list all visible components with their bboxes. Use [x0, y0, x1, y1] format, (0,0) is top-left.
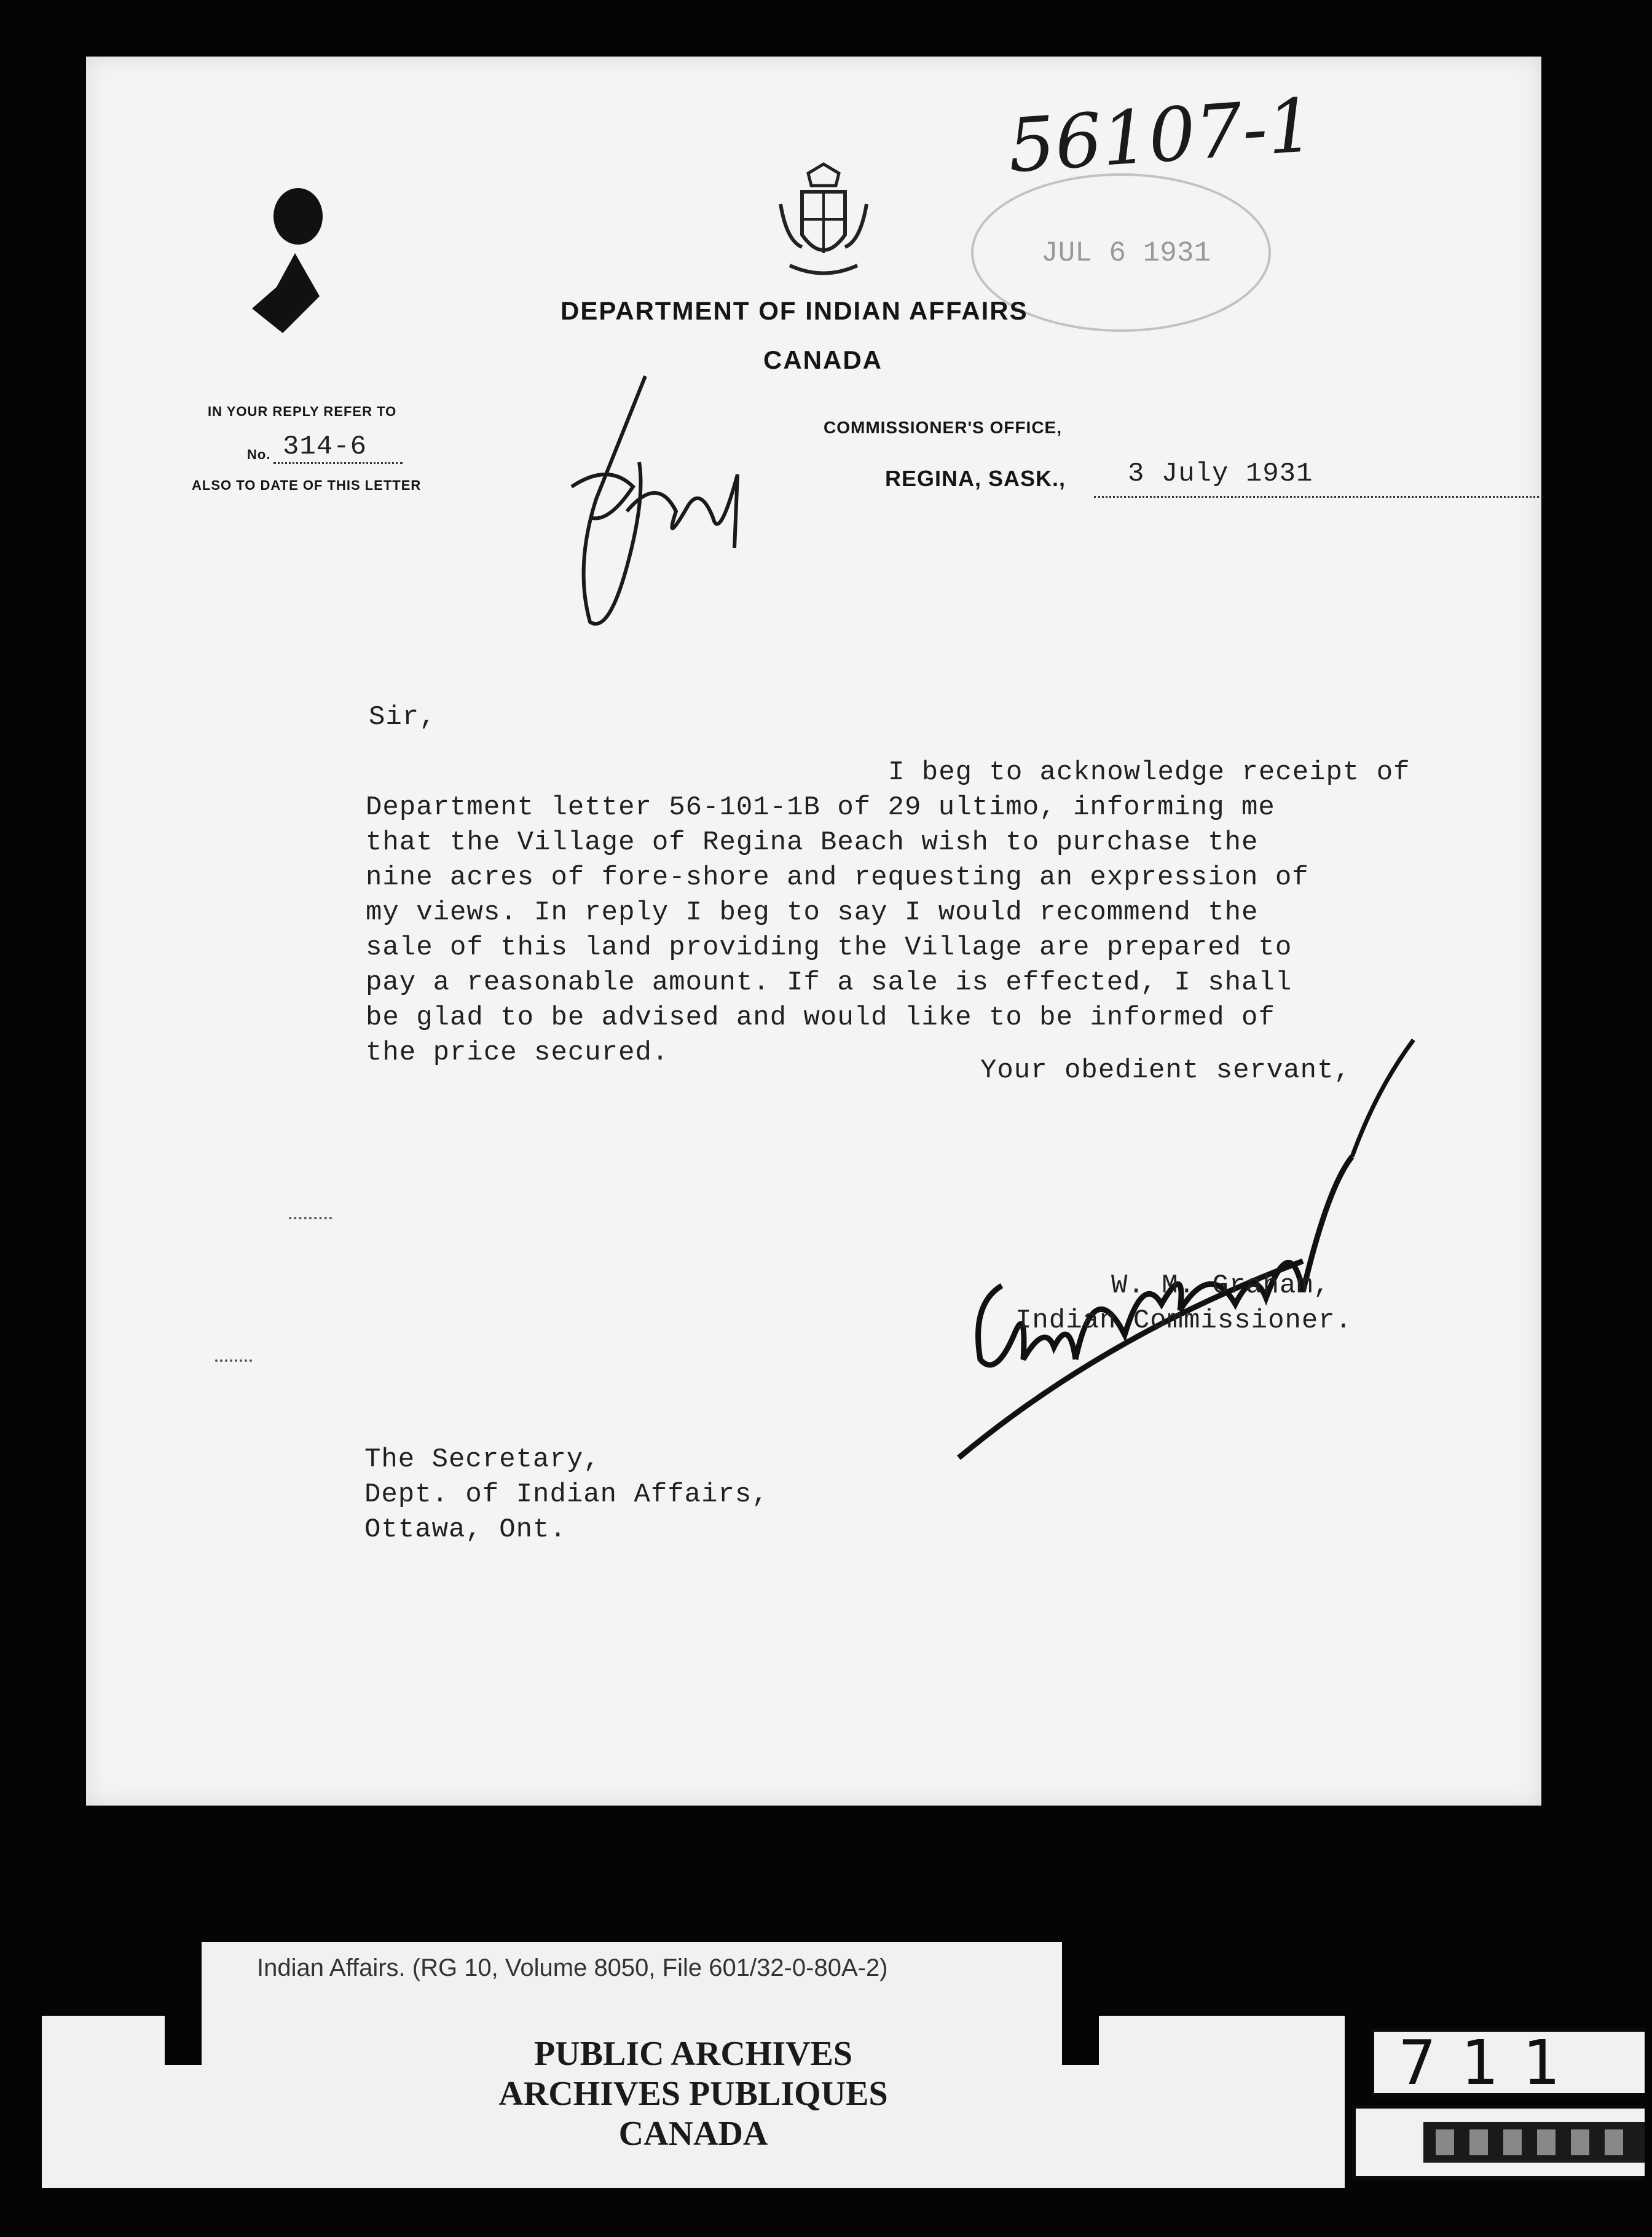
- body-line: nine acres of fore-shore and requesting an expression of: [366, 862, 1309, 893]
- date-underline: [1094, 496, 1543, 498]
- signatory-title: Indian Commissioner.: [1015, 1305, 1353, 1336]
- archive-label: [42, 1942, 1345, 2188]
- signature-icon: [922, 1015, 1475, 1495]
- reference-line-3: ALSO TO DATE OF THIS LETTER: [192, 478, 422, 493]
- ink-blot-icon: [240, 179, 332, 339]
- archive-title-3: CANADA: [618, 2115, 768, 2153]
- recipient-line: The Secretary,: [364, 1444, 600, 1475]
- country-heading: CANADA: [763, 345, 883, 374]
- frame-bar-box: [1352, 2105, 1645, 2180]
- signatory-name: W. M. Graham,: [1111, 1270, 1331, 1301]
- archive-title-2: ARCHIVES PUBLIQUES: [498, 2075, 888, 2113]
- speck: [289, 1217, 332, 1222]
- place-text: REGINA, SASK.,: [885, 466, 1066, 491]
- label-notch-left: [42, 1942, 177, 2016]
- body-line: my views. In reply I beg to say I would recommend the: [366, 897, 1259, 928]
- office-heading: COMMISSIONER'S OFFICE,: [824, 418, 1063, 437]
- speck: [215, 1359, 252, 1364]
- salutation: Sir,: [369, 702, 436, 733]
- reference-number: 314-6: [283, 431, 368, 462]
- recipient-line: Dept. of Indian Affairs,: [364, 1479, 769, 1510]
- closing: Your obedient servant,: [980, 1055, 1351, 1086]
- body-line: pay a reasonable amount. If a sale is effected, I shall: [366, 967, 1292, 998]
- frame-number-box: [1371, 2028, 1645, 2097]
- archive-title-1: PUBLIC ARCHIVES: [533, 2035, 853, 2073]
- reference-number-prefix: No.: [247, 447, 271, 462]
- received-stamp-date: JUL 6 1931: [1041, 237, 1211, 269]
- frame-bar-icon: [1423, 2122, 1645, 2163]
- body-line: sale of this land providing the Village are prepared to: [366, 932, 1292, 963]
- handwritten-file-number: 56107-1: [1005, 82, 1317, 190]
- body-line: be glad to be advised and would like to be informed of: [366, 1002, 1275, 1033]
- archive-citation: Indian Affairs. (RG 10, Volume 8050, File 601/32-0-80A-2): [257, 1954, 888, 1981]
- body-line: that the Village of Regina Beach wish to purchase the: [366, 827, 1259, 858]
- frame-number: 711: [1399, 2027, 1584, 2099]
- recipient-line: Ottawa, Ont.: [364, 1514, 567, 1545]
- letter-date: 3 July 1931: [1128, 458, 1313, 489]
- handwritten-initials-icon: [516, 364, 774, 640]
- reference-number-underline: [273, 462, 403, 464]
- body-line: I beg to acknowledge receipt of: [888, 757, 1410, 788]
- body-line: Department letter 56-101-1B of 29 ultimo, informing me: [366, 792, 1275, 823]
- letter-page: [86, 57, 1541, 1806]
- coat-of-arms-icon: [774, 161, 873, 284]
- reference-line-1: IN YOUR REPLY REFER TO: [208, 404, 397, 419]
- body-line: the price secured.: [366, 1037, 669, 1068]
- label-notch-right-outer: [1087, 1942, 1345, 2016]
- department-heading: DEPARTMENT OF INDIAN AFFAIRS: [560, 296, 1028, 325]
